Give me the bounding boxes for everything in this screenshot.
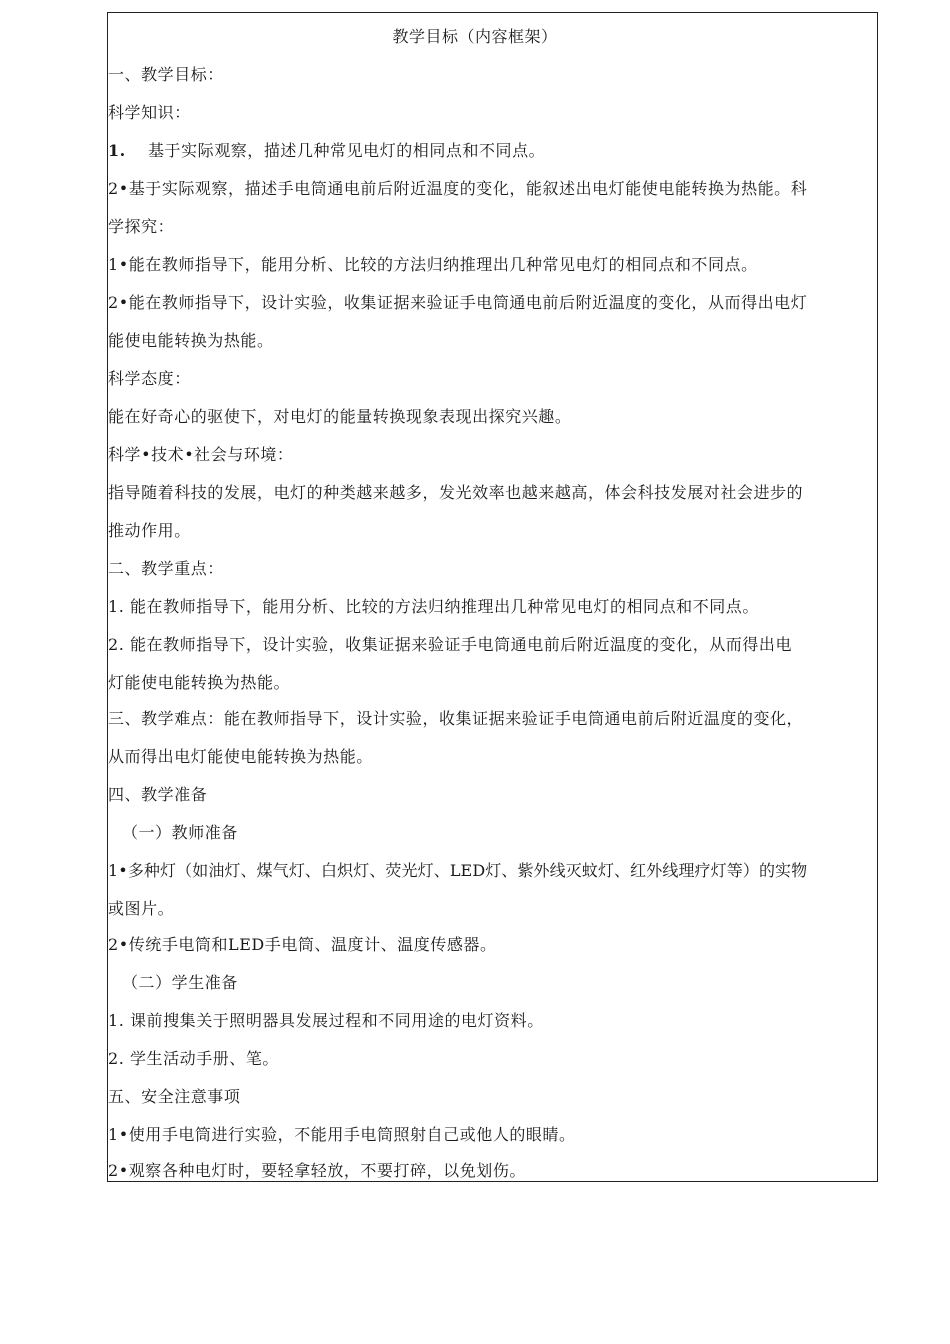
subheading-student-prep: （二）学生准备 bbox=[122, 973, 238, 992]
key-point-1: 1. 能在教师指导下，能用分析、比较的方法归纳推理出几种常见电灯的相同点和不同点。 bbox=[108, 597, 759, 616]
attitude-text: 能在好奇心的驱使下，对电灯的能量转换现象表现出探究兴趣。 bbox=[108, 407, 572, 426]
teacher-prep-item-2: 2•传统手电筒和LED手电筒、温度计、温度传感器。 bbox=[108, 935, 497, 954]
knowledge-item-1-text: 基于实际观察，描述几种常见电灯的相同点和不同点。 bbox=[148, 141, 546, 160]
key-point-2-cont: 灯能使电能转换为热能。 bbox=[108, 673, 291, 692]
inquiry-item-2-cont: 能使电能转换为热能。 bbox=[108, 331, 274, 350]
sts-text-cont: 推动作用。 bbox=[108, 521, 191, 540]
section-heading-preparation: 四、教学准备 bbox=[108, 785, 208, 804]
safety-item-2: 2•观察各种电灯时，要轻拿轻放，不要打碎，以免划伤。 bbox=[108, 1161, 526, 1180]
section-heading-difficulty: 三、教学难点：能在教师指导下，设计实验，收集证据来验证手电筒通电前后附近温度的变化， bbox=[108, 709, 804, 728]
inquiry-item-1: 1•能在教师指导下，能用分析、比较的方法归纳推理出几种常见电灯的相同点和不同点。 bbox=[108, 255, 758, 274]
subheading-science-knowledge: 科学知识： bbox=[108, 103, 191, 122]
student-prep-item-1: 1. 课前搜集关于照明器具发展过程和不同用途的电灯资料。 bbox=[108, 1011, 544, 1030]
document-title: 教学目标（内容框架） bbox=[392, 27, 558, 46]
section-heading-key-points: 二、教学重点： bbox=[108, 559, 224, 578]
section-heading-safety: 五、安全注意事项 bbox=[108, 1087, 241, 1106]
subheading-science-attitude: 科学态度： bbox=[108, 369, 191, 388]
student-prep-item-2: 2. 学生活动手册、笔。 bbox=[108, 1049, 279, 1068]
difficulty-text-cont: 从而得出电灯能使电能转换为热能。 bbox=[108, 747, 373, 766]
subheading-sts: 科学•技术•社会与环境： bbox=[108, 445, 294, 464]
section-heading-objectives: 一、教学目标： bbox=[108, 65, 224, 84]
knowledge-item-1 bbox=[108, 141, 545, 161]
safety-item-1: 1•使用手电筒进行实验，不能用手电筒照射自己或他人的眼睛。 bbox=[108, 1125, 576, 1144]
inquiry-item-2: 2•能在教师指导下，设计实验，收集证据来验证手电筒通电前后附近温度的变化，从而得出电灯 bbox=[108, 293, 808, 312]
subheading-teacher-prep: （一）教师准备 bbox=[122, 823, 238, 842]
sts-text: 指导随着科技的发展，电灯的种类越来越多，发光效率也越来越高，体会科技发展对社会进步的 bbox=[108, 483, 804, 502]
teacher-prep-item-1-cont: 或图片。 bbox=[108, 899, 175, 918]
teacher-prep-item-1: 1•多种灯（如油灯、煤气灯、白炽灯、荧光灯、LED灯、紫外线灭蚊灯、红外线理疗灯等）的实物 bbox=[108, 861, 808, 880]
subheading-science-inquiry: 学探究： bbox=[108, 217, 175, 236]
item-number: 1. bbox=[108, 141, 126, 160]
knowledge-item-2: 2•基于实际观察，描述手电筒通电前后附近温度的变化，能叙述出电灯能使电能转换为热能。科 bbox=[108, 179, 808, 198]
key-point-2: 2. 能在教师指导下，设计实验，收集证据来验证手电筒通电前后附近温度的变化，从而得出电 bbox=[108, 635, 793, 654]
